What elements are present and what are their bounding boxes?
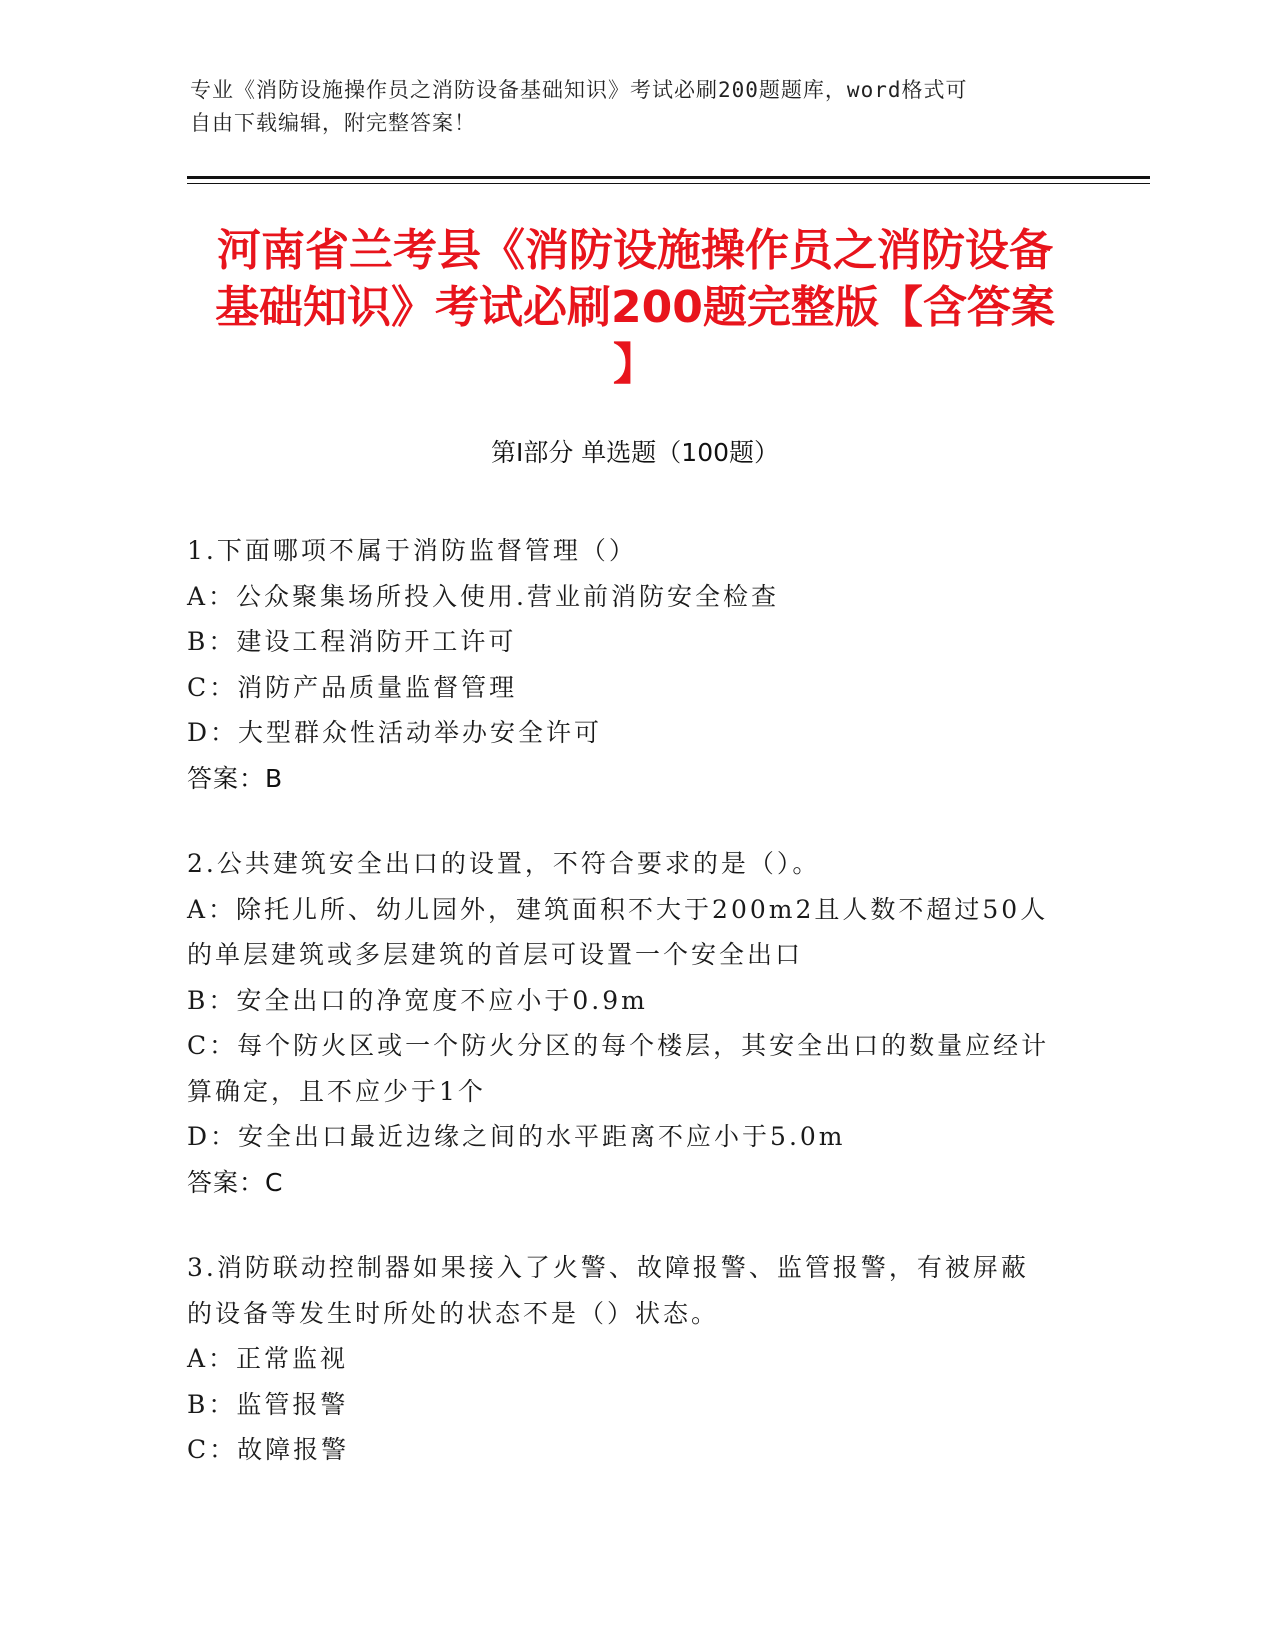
- question-2-option-c-line-2: 算确定，且不应少于1个: [187, 1076, 486, 1106]
- question-1-answer: 答案：B: [187, 763, 284, 793]
- question-3-stem-line-1: 3.消防联动控制器如果接入了火警、故障报警、监管报警，有被屏蔽: [187, 1253, 1029, 1282]
- question-2-option-b: B：安全出口的净宽度不应小于0.9m: [187, 985, 648, 1015]
- question-3-option-a: A：正常监视: [187, 1344, 349, 1373]
- question-2-answer: 答案：C: [187, 1167, 284, 1197]
- document-title: [190, 222, 1080, 393]
- document-title-line-3: 】: [613, 339, 657, 390]
- question-1-option-d: D：大型群众性活动举办安全许可: [187, 718, 603, 747]
- question-1-option-b: B：建设工程消防开工许可: [187, 627, 517, 656]
- question-2-option-a-line-2: 的单层建筑或多层建筑的首层可设置一个安全出口: [187, 940, 804, 969]
- question-1-option-c: C：消防产品质量监督管理: [187, 672, 518, 702]
- question-list: [187, 528, 1077, 1513]
- header-note-line-2: 自由下载编辑，附完整答案！: [190, 111, 476, 135]
- header-note: [190, 74, 1080, 140]
- question-3: [187, 1245, 1077, 1473]
- header-note-line-1: 专业《消防设施操作员之消防设备基础知识》考试必刷200题题库，word格式可: [190, 78, 968, 102]
- question-1-stem: 1.下面哪项不属于消防监督管理（）: [187, 536, 637, 565]
- document-title-line-1: 河南省兰考县《消防设施操作员之消防设备: [217, 225, 1053, 276]
- header-rule-thick: [187, 176, 1150, 179]
- question-3-option-b: B：监管报警: [187, 1389, 349, 1419]
- section-title: 第Ⅰ部分 单选题（100题）: [490, 438, 780, 467]
- question-3-stem-line-2: 的设备等发生时所处的状态不是（）状态。: [187, 1298, 720, 1328]
- question-1-option-a: A：公众聚集场所投入使用.营业前消防安全检查: [187, 581, 780, 611]
- question-2-option-a-line-1: A：除托儿所、幼儿园外，建筑面积不大于200m2且人数不超过50人: [187, 894, 1049, 924]
- question-1: [187, 528, 1077, 801]
- question-2-stem: 2.公共建筑安全出口的设置，不符合要求的是（）。: [187, 849, 821, 878]
- question-3-option-c: C：故障报警: [187, 1435, 350, 1464]
- question-2-option-c-line-1: C：每个防火区或一个防火分区的每个楼层，其安全出口的数量应经计: [187, 1031, 1050, 1060]
- header-rule-thin: [187, 183, 1150, 184]
- question-2-option-d: D：安全出口最近边缘之间的水平距离不应小于5.0m: [187, 1122, 846, 1151]
- document-title-line-2: 基础知识》考试必刷200题完整版【含答案: [215, 282, 1055, 333]
- question-2: [187, 841, 1077, 1205]
